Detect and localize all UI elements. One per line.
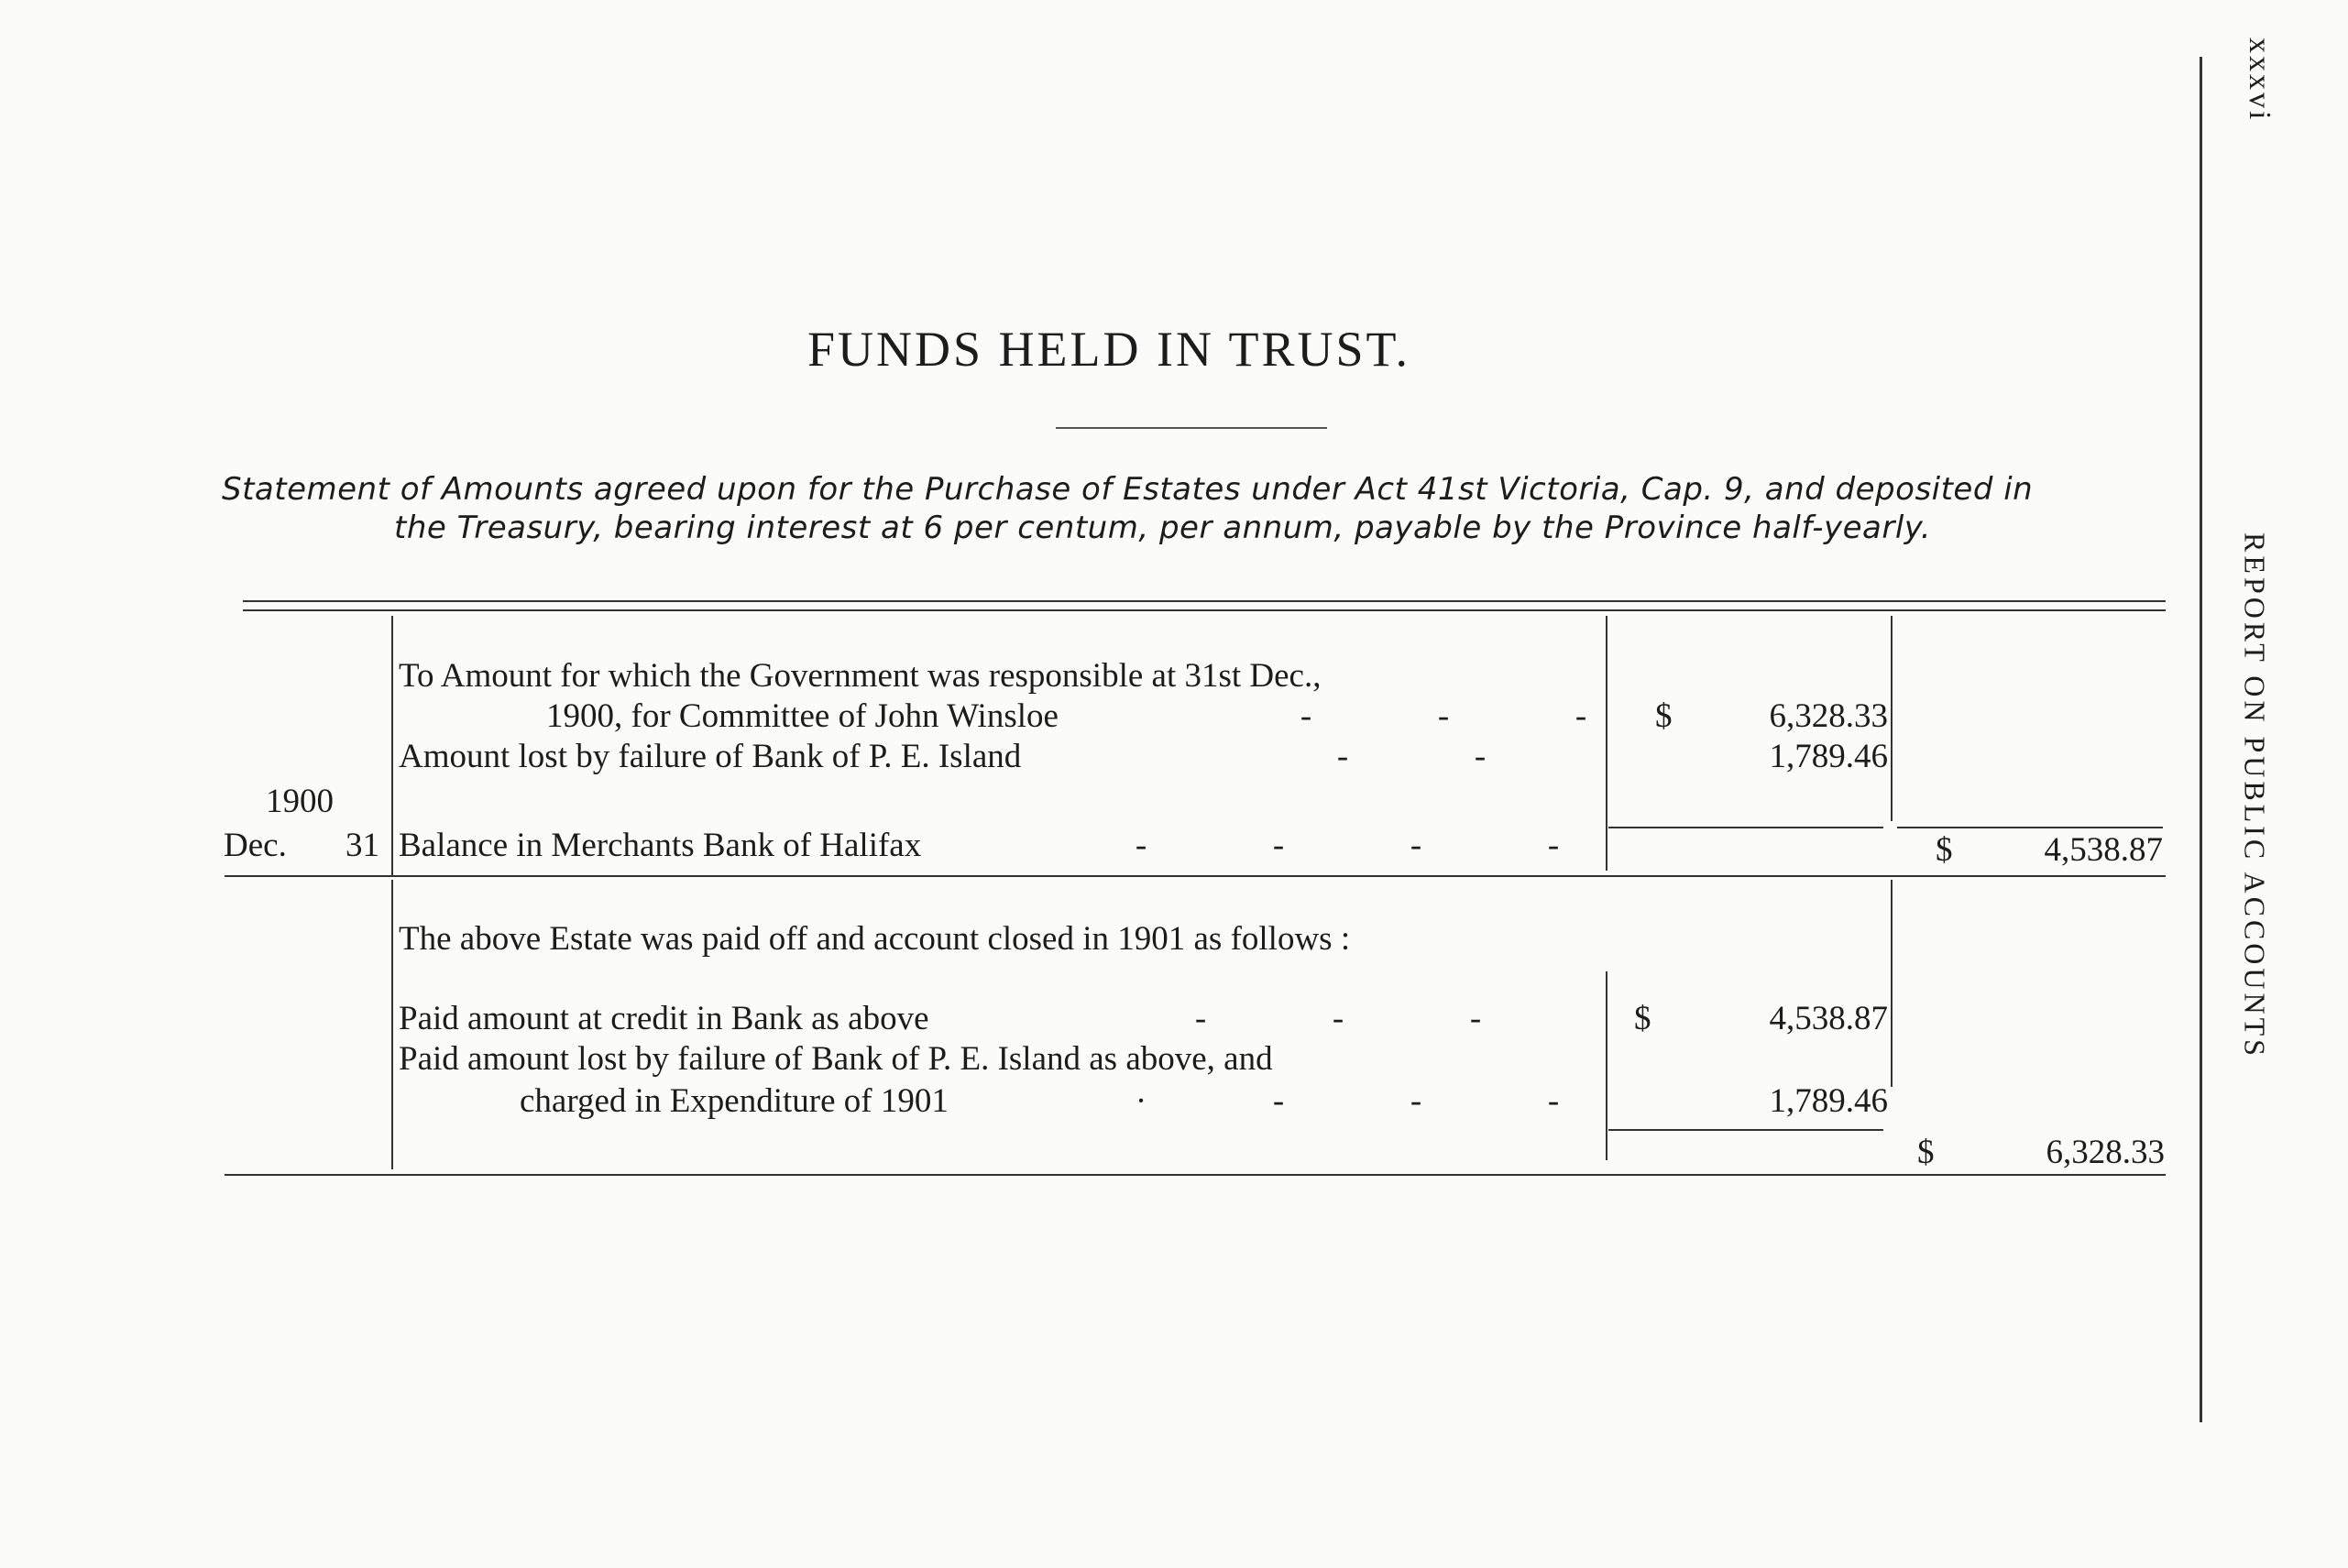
row1-description-line-1: To Amount for which the Government was responsible at 31st Dec., — [399, 657, 1322, 695]
section-divider-rule — [225, 875, 2166, 877]
row2-description: Amount lost by failure of Bank of P. E. Island — [399, 738, 1022, 775]
subtotal-rule-1 — [1608, 827, 1883, 828]
row4-description: Paid amount at credit in Bank as above — [399, 1000, 929, 1037]
table-top-rule-2 — [243, 609, 2166, 611]
page-title: FUNDS HELD IN TRUST. — [806, 322, 1411, 377]
subtitle-line-1: Statement of Amounts agreed upon for the Purchase of Estates under Act 41st Victoria, Cap. 9, and deposited in — [222, 471, 2034, 508]
running-head: REPORT ON PUBLIC ACCOUNTS — [2238, 532, 2272, 1059]
total-rule-1 — [1897, 827, 2163, 828]
amount-column-rule-lower — [1606, 971, 1607, 1160]
row5-amount: 1,789.46 — [1769, 1082, 1888, 1120]
row4-amount: 4,538.87 — [1769, 1000, 1888, 1037]
row5-description-line-1: Paid amount lost by failure of Bank of P. E. Island as above, and — [399, 1040, 1273, 1078]
date-month: Dec. — [224, 827, 287, 864]
total-dollar-sign: $ — [1917, 1134, 1935, 1171]
row4-leader-dashes: - - - — [1194, 1000, 1482, 1037]
title-divider — [1056, 427, 1327, 429]
row3-total-amount: 4,538.87 — [2044, 831, 2163, 869]
row1-description-line-2: 1900, for Committee of John Winsloe — [546, 697, 1059, 735]
total-amount: 6,328.33 — [2046, 1134, 2165, 1171]
closing-intro: The above Estate was paid off and account closed in 1901 as follows : — [399, 920, 1351, 958]
row5-description-line-2: charged in Expenditure of 1901 — [520, 1082, 949, 1120]
row1-amount: 6,328.33 — [1769, 697, 1888, 735]
date-day: 31 — [346, 827, 379, 864]
table-bottom-rule — [225, 1174, 2166, 1176]
row1-dollar-sign: $ — [1655, 697, 1673, 735]
row2-leader-dashes: - - — [1336, 738, 1487, 775]
page-number: xxxvi — [2243, 38, 2277, 123]
subtotal-rule-2 — [1608, 1129, 1883, 1131]
table-top-rule-1 — [243, 600, 2166, 602]
subtitle-line-2: the Treasury, bearing interest at 6 per centum, per annum, payable by the Province half-yearly. — [394, 510, 1932, 546]
date-column-rule-lower — [391, 880, 393, 1169]
row4-dollar-sign: $ — [1634, 1000, 1651, 1037]
row5-leaders: · - - - — [1135, 1082, 1560, 1120]
date-column-rule-upper — [391, 616, 393, 876]
row1-leader-dashes: - - - — [1300, 697, 1587, 735]
row2-amount: 1,789.46 — [1769, 738, 1888, 775]
total-column-rule-lower — [1891, 880, 1893, 1087]
year-label: 1900 — [266, 783, 334, 820]
row3-dollar-sign: $ — [1936, 831, 1953, 869]
row3-description: Balance in Merchants Bank of Halifax — [399, 827, 922, 864]
margin-rule — [2200, 57, 2202, 1422]
total-column-rule-upper — [1891, 616, 1893, 821]
row3-leader-dashes: - - - - — [1135, 827, 1560, 864]
